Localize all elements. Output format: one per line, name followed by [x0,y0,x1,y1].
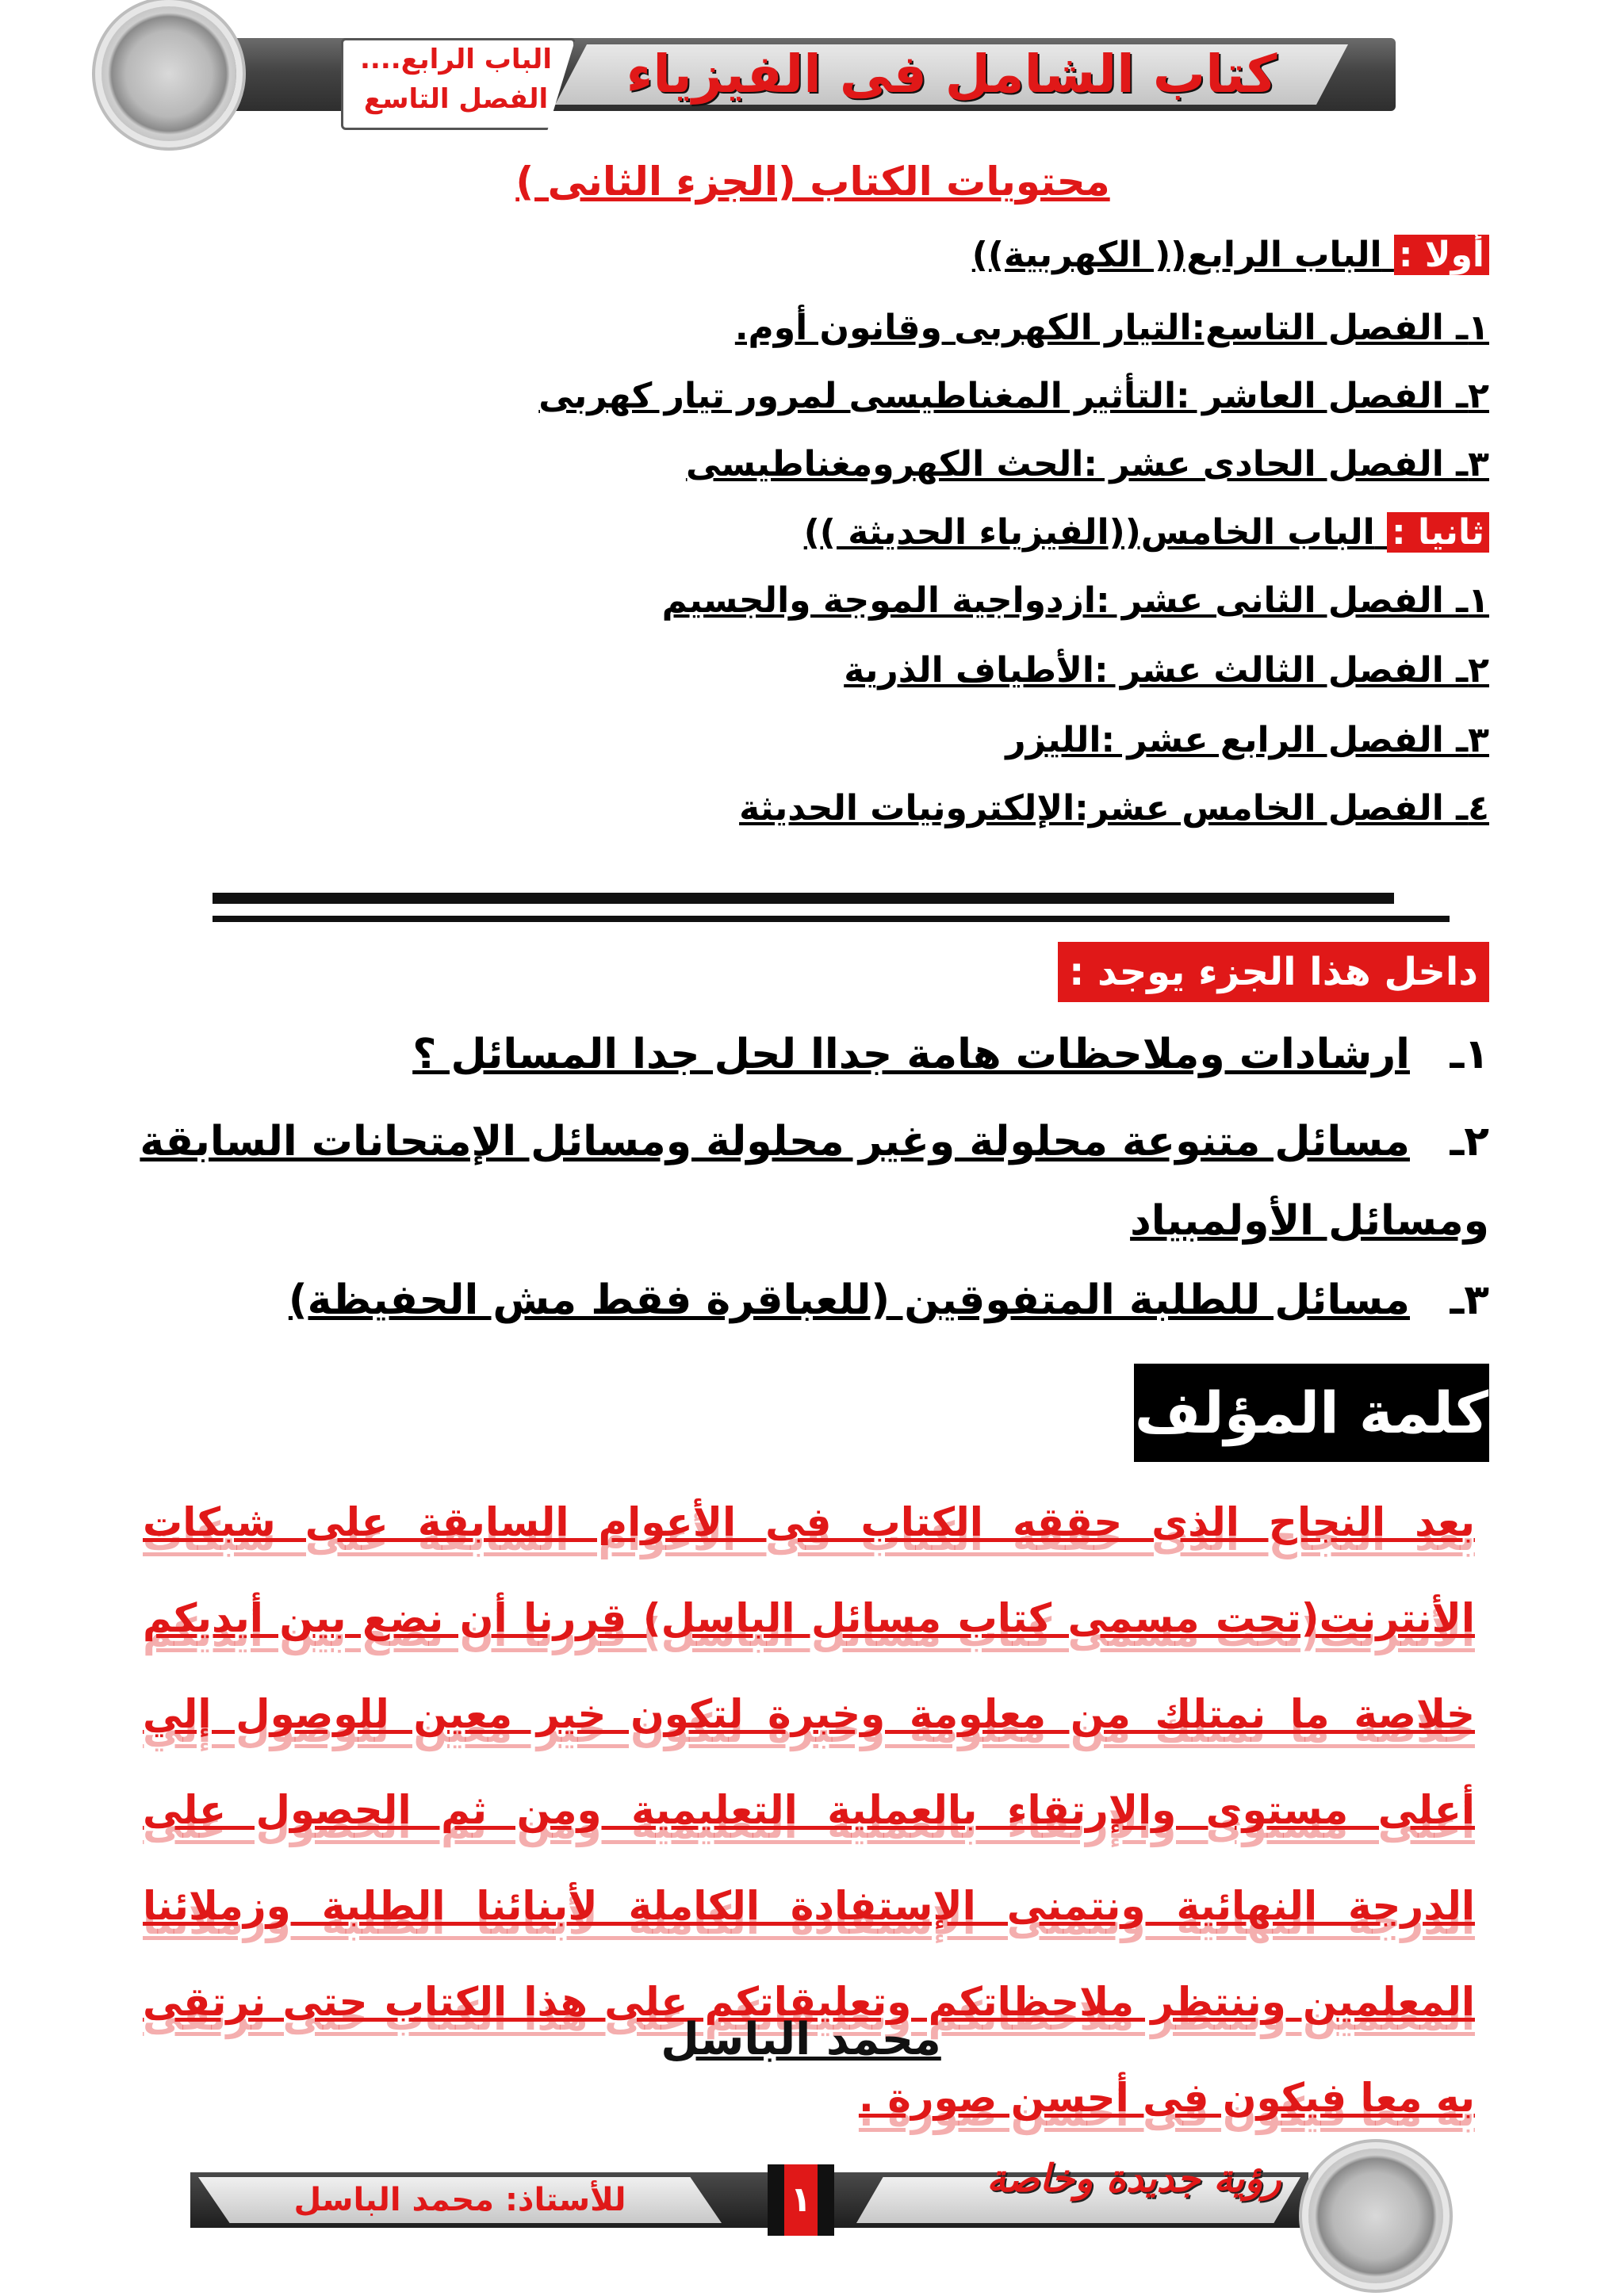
page-number: ١ [768,2164,834,2236]
toc-item: ١ـ الفصل التاسع:التيار الكهربى وقانون أوم. [734,308,1489,348]
feature-item: مسائل متنوعة محلولة وغير محلولة ومسائل الإمتحانات السابقة [140,1118,1410,1165]
chapter-label-line1: الباب الرابع.... [360,44,552,75]
toc-item: ١ـ الفصل الثانى عشر :ازدواجية الموجة والجسيم [661,580,1489,621]
author-note-paragraph: بعد النجاح الذى حققه الكتاب فى الأعوام السابقة على شبكات الأنترنت(تحت مسمى كتاب مسائل الباسل) قررنا أن نضع بين أيديكم خلاصة ما نمتلك من معلومة وخبرة لتكون خير معين للوصول إلي أعلى مستوى والإرتقاء بالعملية التعليمية ومن ثم الحصول على الدرجة النهائية ونتمنى الإستفادة الكاملة لأبنائنا الطلبة وزملائنا المعلمين وننتظر ملاحظاتكم وتعليقاتكم على هذا الكتاب حتى نرتقى به معا فيكون فى أحسن صورة . [143,1499,1475,2121]
toc-part2-badge: ثانيا : [1387,512,1489,553]
toc-part2-title: الباب الخامس((الفيزياء الحديثة )) [803,512,1375,553]
toc-part2-heading [804,512,1489,553]
chapter-label-line2: الفصل التاسع [363,83,549,115]
feature-item-number: ٢ـ [1450,1118,1489,1165]
divider [213,893,1394,904]
toc-item: ٤ـ الفصل الخامس عشر:الإلكترونيات الحديثة [739,788,1489,828]
toc-title: محتويات الكتاب (الجزء الثانى ) [515,159,1110,205]
toc-item: ٣ـ الفصل الرابع عشر :الليزر [1005,720,1489,760]
toc-item: ٢ـ الفصل الثالث عشر :الأطياف الذرية [844,650,1489,691]
toc-part1-title: الباب الرابع(( الكهربية)) [971,235,1382,275]
chapter-label [349,40,563,119]
author-signature: محمد الباسل [661,2014,941,2065]
medal-decoration-icon [1308,2149,1443,2283]
feature-item: ارشادات وملاحظات هامة جداا لحل جدا المسائل ؟ [412,1031,1410,1078]
divider [213,916,1450,922]
footer-slogan: رؤية جديدة وخاصة [986,2156,1281,2201]
feature-item: مسائل للطلبة المتفوقين (للعباقرة فقط مش الحفيظة) [288,1276,1410,1324]
toc-item: ٢ـ الفصل العاشر :التأثير المغناطيسى لمرور تيار كهربى [538,376,1489,416]
footer-author: للأستاذ: محمد الباسل [293,2182,626,2218]
feature-item-number: ٣ـ [1450,1276,1489,1324]
toc-part1-badge: أولا : [1394,235,1489,275]
toc-part1-heading [972,235,1489,275]
inside-title: داخل هذا الجزء يوجد : [1058,942,1489,1002]
book-title: كتاب الشامل فى الفيزياء [626,44,1277,105]
feature-item-continued: ومسائل الأولمبياد [1130,1197,1489,1245]
author-note-heading: كلمة المؤلف [1134,1364,1489,1462]
medal-decoration-icon [102,6,236,141]
toc-item: ٣ـ الفصل الحادى عشر :الحث الكهرومغناطيسى [685,444,1489,484]
feature-item-number: ١ـ [1450,1031,1489,1078]
